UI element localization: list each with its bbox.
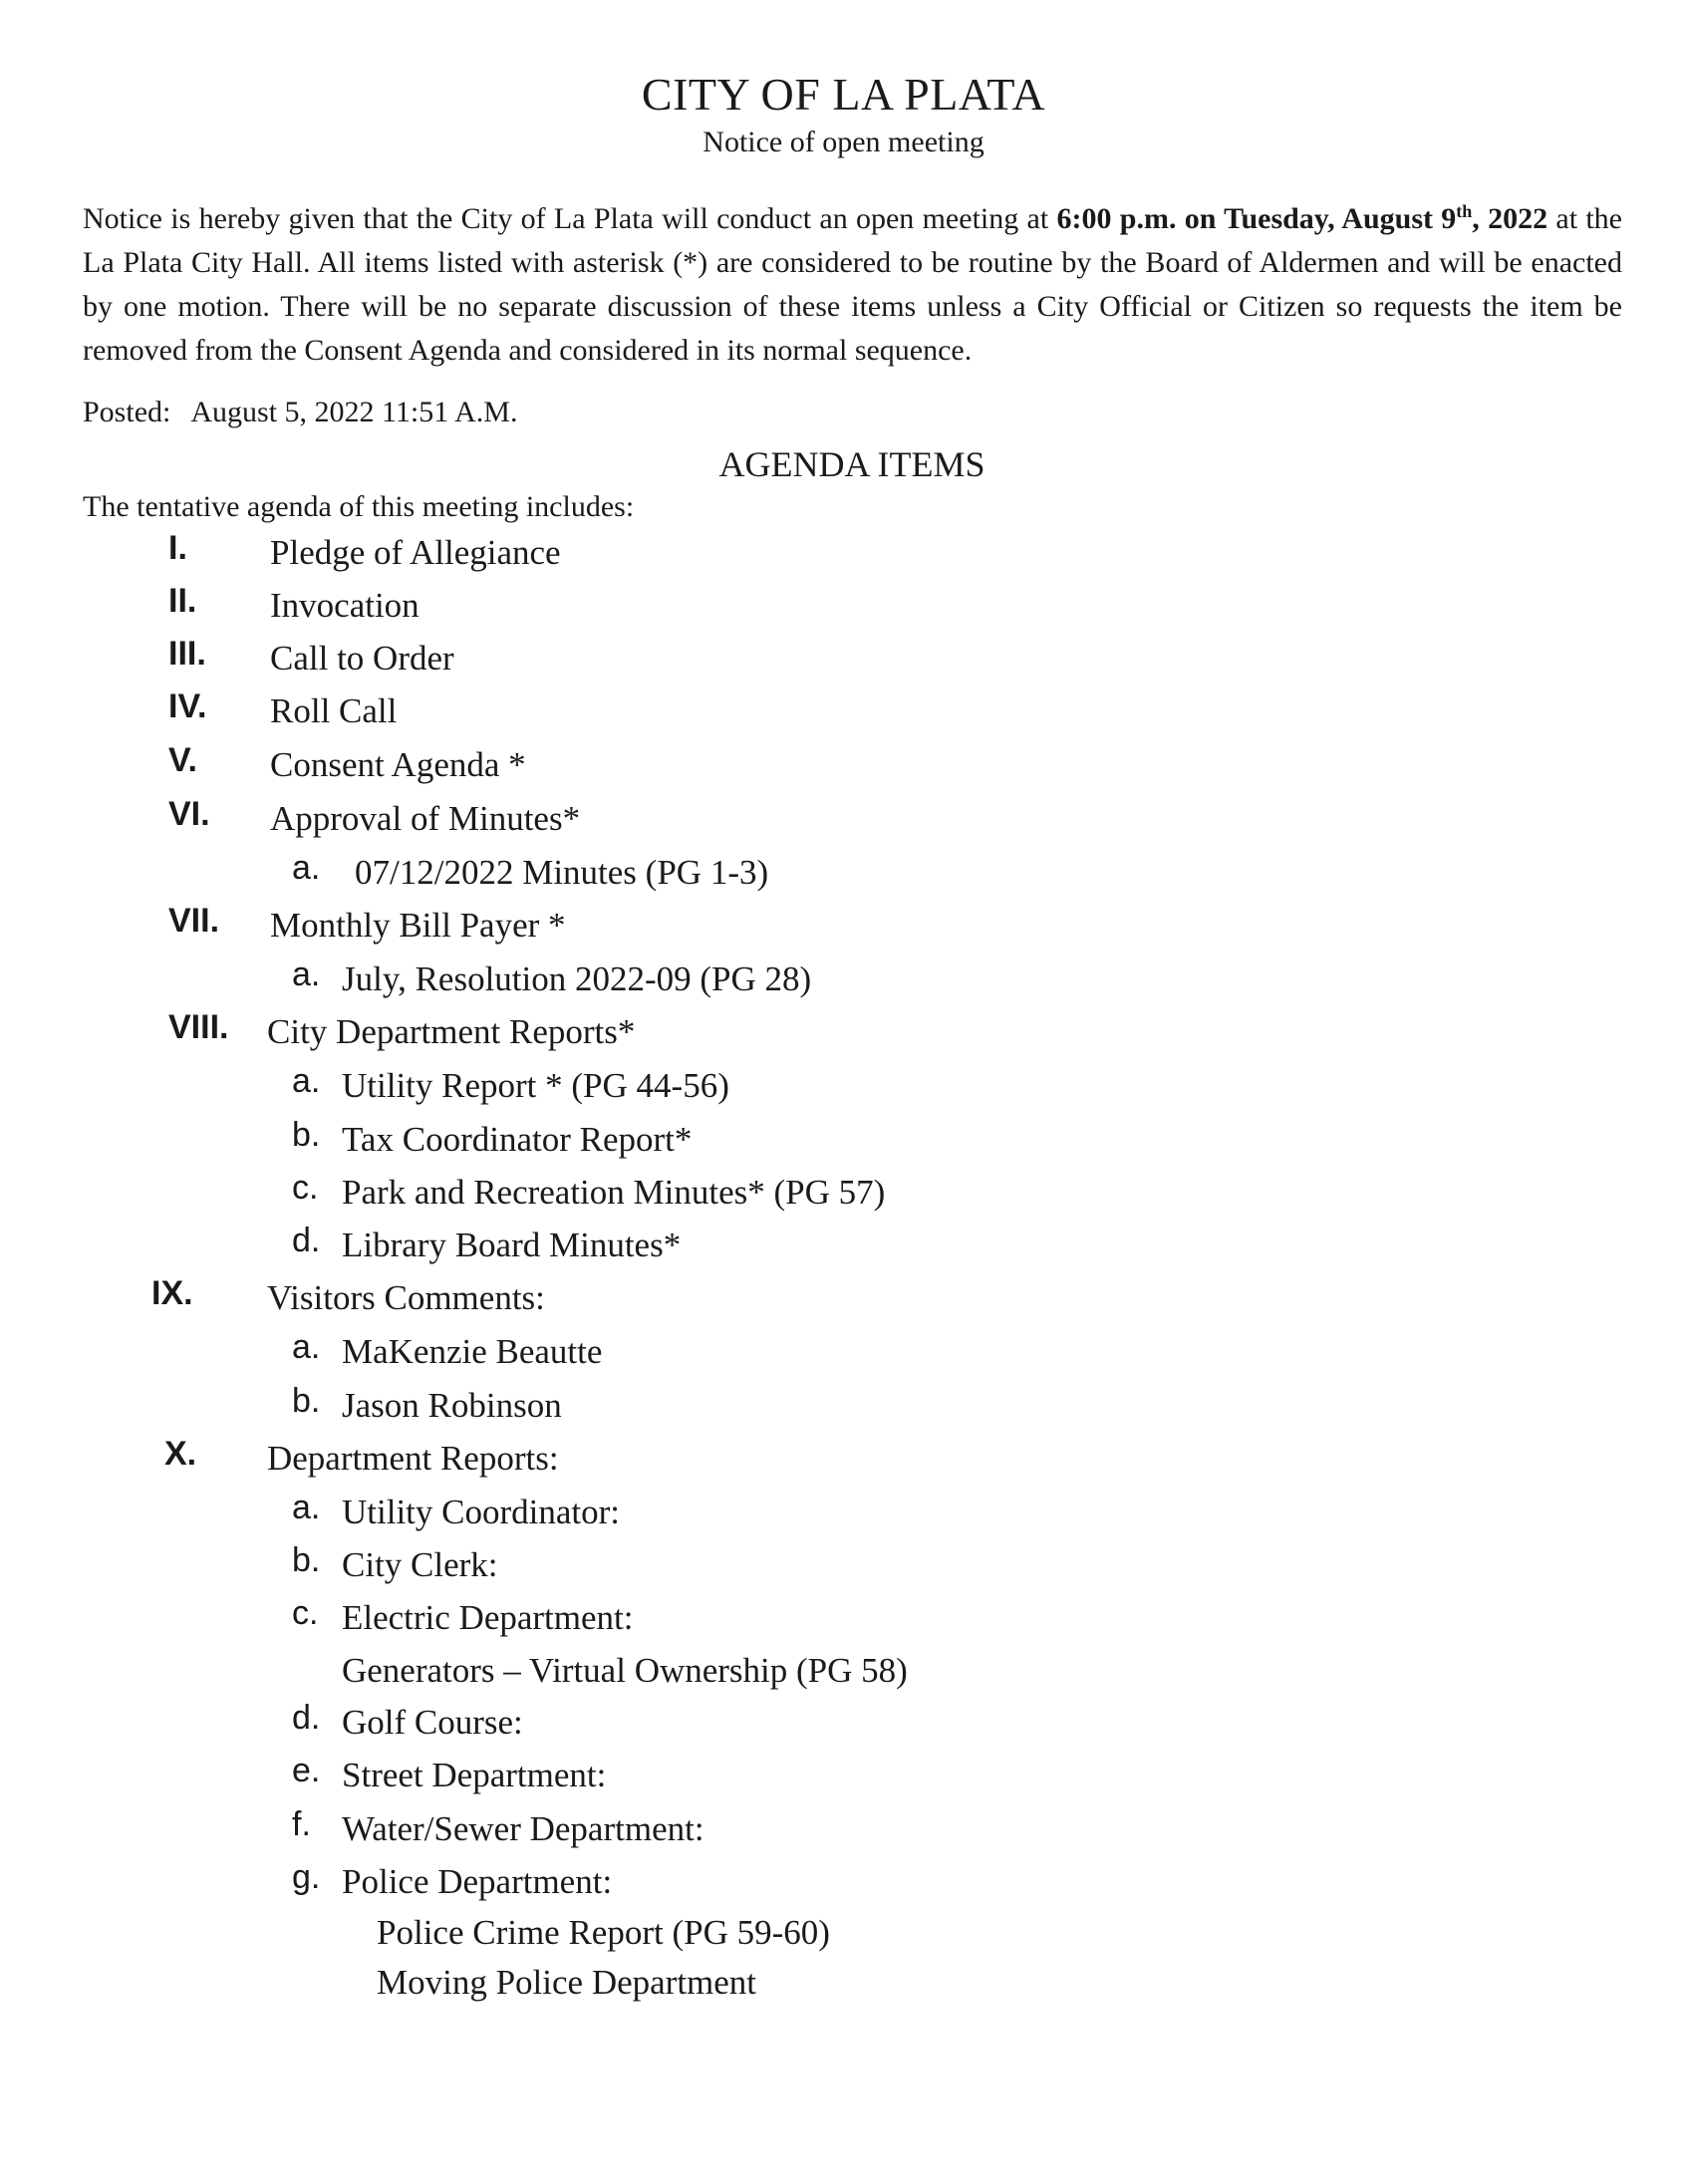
agenda-item-number: VIII. [168,1008,229,1046]
agenda-subitem-text: Water/Sewer Department: [342,1809,704,1848]
agenda-item-text: Department Reports: [267,1439,559,1478]
agenda-item-text: City Department Reports* [267,1012,636,1051]
notice-text-1: Notice is hereby given that the City of La Plata will conduct an open meeting at [83,202,1057,235]
agenda-subitem-letter: f. [292,1805,311,1843]
agenda-item-text: Approval of Minutes* [270,799,581,838]
posted-label: Posted: [83,396,171,428]
meeting-time: 6:00 p.m. on Tuesday, August 9 [1056,202,1457,235]
agenda-item-number: VI. [168,795,210,833]
agenda-intro: The tentative agenda of this meeting includes: [83,490,635,523]
agenda-subitem-letter: a. [292,849,321,887]
agenda-subitem-text: Park and Recreation Minutes* (PG 57) [342,1173,886,1212]
agenda-subitem-letter: e. [292,1752,321,1789]
agenda-item-number: III. [168,635,206,673]
agenda-subitem-letter: a. [292,1062,321,1100]
agenda-subitem-text: MaKenzie Beautte [342,1332,603,1371]
agenda-subitem-detail: Generators – Virtual Ownership (PG 58) [342,1651,908,1690]
agenda-item-number: IX. [151,1274,193,1312]
agenda-subitem-letter: c. [292,1594,319,1632]
agenda-subitem-letter: d. [292,1699,321,1737]
agenda-subitem-letter: a. [292,1328,321,1366]
agenda-subitem-detail: Moving Police Department [377,1963,757,2002]
agenda-subitem-letter: b. [292,1116,321,1154]
notice-paragraph [83,189,1622,373]
document-title: CITY OF LA PLATA [641,69,1046,120]
agenda-item-text: Call to Order [270,639,454,678]
agenda-subitem-text: Electric Department: [342,1598,634,1637]
agenda-item-number: X. [164,1435,197,1473]
agenda-heading: AGENDA ITEMS [718,444,985,484]
posted-value: August 5, 2022 11:51 A.M. [190,396,518,428]
agenda-subitem-text: Jason Robinson [342,1386,562,1425]
agenda-item-number: IV. [168,687,207,725]
agenda-subitem-letter: d. [292,1222,321,1259]
agenda-subitem-text: 07/12/2022 Minutes (PG 1-3) [355,853,769,892]
document-subtitle: Notice of open meeting [703,126,984,158]
agenda-subitem-letter: a. [292,1489,321,1526]
agenda-item-text: Pledge of Allegiance [270,533,561,572]
agenda-subitem-letter: b. [292,1382,321,1420]
agenda-subitem-text: Utility Report * (PG 44-56) [342,1066,729,1105]
agenda-item-number: V. [168,741,198,779]
agenda-subitem-letter: b. [292,1541,321,1579]
agenda-item-text: Roll Call [270,691,398,730]
agenda-subitem-text: Golf Course: [342,1703,523,1742]
agenda-subitem-text: City Clerk: [342,1545,498,1584]
posted-line [83,396,517,429]
agenda-item-number: VII. [168,902,220,940]
agenda-item-text: Consent Agenda * [270,745,526,784]
agenda-subitem-letter: g. [292,1858,321,1896]
agenda-item-text: Monthly Bill Payer * [270,906,566,945]
agenda-subitem-text: Tax Coordinator Report* [342,1120,693,1159]
agenda-item-text: Visitors Comments: [267,1278,545,1317]
agenda-subitem-text: Police Department: [342,1862,613,1901]
ordinal-suffix: th [1456,201,1473,221]
agenda-item-number: I. [168,529,187,567]
notice-text-2: at the La Plata City Hall. All items listed with asterisk (*) are considered to be routine by the Board of Aldermen and will be enacted by one motion. There will be no separate discussion of these items unless a City Official or Citizen so requests the item be removed from the Consent Agenda and considered in its normal sequence. [83,202,1622,367]
agenda-subitem-text: Utility Coordinator: [342,1493,621,1531]
agenda-subitem-text: Library Board Minutes* [342,1226,682,1264]
agenda-subitem-text: Street Department: [342,1756,607,1794]
agenda-subitem-detail: Police Crime Report (PG 59-60) [377,1913,830,1952]
agenda-subitem-text: July, Resolution 2022-09 (PG 28) [342,959,812,998]
agenda-subitem-letter: a. [292,956,321,993]
agenda-item-text: Invocation [270,586,420,625]
agenda-item-number: II. [168,582,197,620]
meeting-year: , 2022 [1472,202,1548,235]
agenda-subitem-letter: c. [292,1169,319,1207]
